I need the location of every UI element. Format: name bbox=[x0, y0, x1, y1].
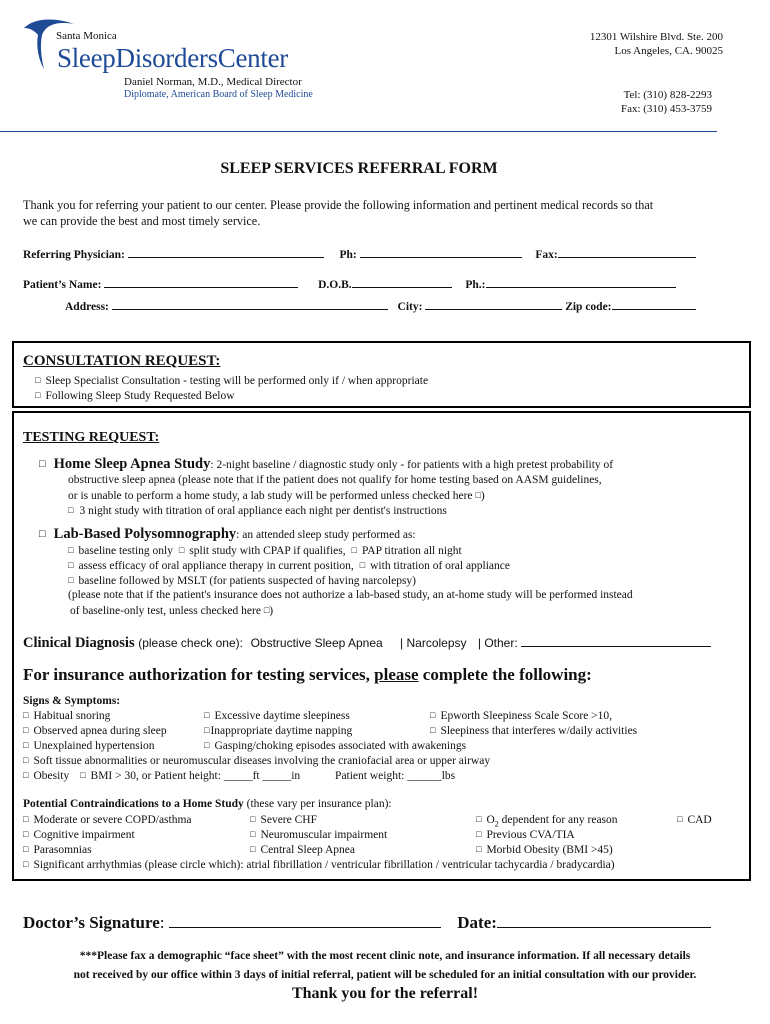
home-study-option bbox=[68, 503, 447, 519]
checkbox[interactable]: □ bbox=[204, 725, 210, 735]
contra-item bbox=[250, 842, 355, 858]
contra-item bbox=[23, 842, 92, 858]
dob-field[interactable] bbox=[352, 275, 452, 288]
checkbox[interactable]: □ bbox=[23, 770, 29, 780]
checkbox[interactable]: □ bbox=[23, 755, 29, 765]
checkbox[interactable]: □ bbox=[263, 605, 270, 615]
tel-number: Tel: (310) 828-2293 bbox=[623, 89, 712, 101]
checkbox[interactable]: □ bbox=[39, 458, 46, 470]
consultation-heading: CONSULTATION REQUEST: bbox=[23, 353, 221, 369]
symptom-item bbox=[204, 738, 466, 754]
signature-row bbox=[23, 911, 711, 933]
separator-bar-icon: | bbox=[477, 636, 481, 650]
checkbox[interactable]: □ bbox=[23, 814, 29, 824]
checkbox[interactable]: □ bbox=[204, 740, 210, 750]
checkbox[interactable]: □ bbox=[250, 829, 256, 839]
physician-fax-label: Fax: bbox=[535, 249, 558, 261]
diagnosis-other-label: Other: bbox=[484, 636, 518, 650]
symptom-item bbox=[430, 723, 637, 739]
patient-phone-label: Ph.: bbox=[465, 279, 486, 291]
checkbox[interactable]: □ bbox=[23, 710, 29, 720]
checkbox[interactable]: □ bbox=[430, 725, 436, 735]
zip-field[interactable] bbox=[612, 297, 696, 310]
contra-item bbox=[677, 812, 712, 828]
contra-label: Parasomnias bbox=[33, 844, 92, 856]
bmi-height-label: BMI > 30, or Patient height: _____ft _____in bbox=[90, 770, 301, 782]
intro-line-2: we can provide the best and most timely service. bbox=[23, 214, 261, 228]
contra-label: Morbid Obesity (BMI >45) bbox=[486, 844, 613, 856]
diagnosis-narcolepsy[interactable] bbox=[400, 636, 470, 650]
checkbox[interactable]: □ bbox=[476, 814, 482, 824]
checkbox[interactable]: □ bbox=[68, 545, 74, 555]
contra-item bbox=[250, 827, 387, 843]
checkbox[interactable]: □ bbox=[475, 490, 481, 500]
address-label: Address: bbox=[65, 301, 109, 313]
checkbox[interactable]: □ bbox=[68, 575, 74, 585]
contraindications-note: (these vary per insurance plan): bbox=[243, 798, 392, 810]
checkbox[interactable]: □ bbox=[476, 844, 482, 854]
testing-heading: TESTING REQUEST: bbox=[23, 430, 160, 445]
logo-wordmark bbox=[57, 42, 288, 74]
consultation-item-label: Following Sleep Study Requested Below bbox=[45, 390, 235, 402]
contra-item bbox=[23, 857, 615, 873]
medical-director: Daniel Norman, M.D., Medical Director bbox=[124, 76, 302, 88]
lab-options-row-2 bbox=[68, 558, 510, 574]
symptoms-heading: Signs & Symptoms: bbox=[23, 695, 121, 707]
symptom-label: Unexplained hypertension bbox=[33, 740, 155, 752]
logo-santa-monica: Santa Monica bbox=[56, 30, 117, 42]
checkbox[interactable]: □ bbox=[430, 710, 436, 720]
checkbox[interactable]: □ bbox=[178, 545, 185, 555]
checkbox[interactable]: □ bbox=[68, 505, 74, 515]
consultation-item-label: Sleep Specialist Consultation - testing will be performed only if / when appropriate bbox=[45, 375, 429, 387]
doctor-signature-label: Doctor’s Signature bbox=[23, 913, 160, 932]
diagnosis-osa-label: Obstructive Sleep Apnea bbox=[250, 636, 383, 650]
home-study-desc: : 2-night baseline / diagnostic study only - for patients with a high pretest probability of bbox=[210, 459, 614, 471]
logo-sleep: Sleep bbox=[57, 43, 116, 73]
lab-note-2: of baseline-only test, unless checked here □) bbox=[70, 605, 274, 617]
footer-note-line-1: ***Please fax a demographic “face sheet” with the most recent clinic note, and insurance information. If all necessary details bbox=[79, 950, 691, 962]
lab-opt-oral-assess: assess efficacy of oral appliance therapy in current position, bbox=[78, 560, 354, 572]
symptom-label: Sleepiness that interferes w/daily activities bbox=[440, 725, 638, 737]
home-study-option-label: 3 night study with titration of oral appliance each night per dentist's instructions bbox=[79, 505, 447, 517]
address-field[interactable] bbox=[112, 297, 388, 310]
city-field[interactable] bbox=[425, 297, 562, 310]
symptom-label: Inappropriate daytime napping bbox=[210, 725, 353, 737]
contra-label: Neuromuscular impairment bbox=[260, 829, 388, 841]
zip-label: Zip code: bbox=[565, 301, 612, 313]
symptom-label: Excessive daytime sleepiness bbox=[214, 710, 350, 722]
symptom-item bbox=[204, 723, 352, 739]
footer-note-line-2: not received by our office within 3 days of initial referral, patient will be scheduled for an initial consultation with our provider. bbox=[73, 969, 697, 981]
lab-note-2-text: of baseline-only test, unless checked here bbox=[70, 605, 261, 617]
contra-item bbox=[476, 842, 613, 858]
lab-options-row-3 bbox=[68, 573, 416, 589]
lab-opt-oral-titration: with titration of oral appliance bbox=[370, 560, 510, 572]
contra-item bbox=[23, 827, 135, 843]
patient-name-field[interactable] bbox=[104, 275, 298, 288]
clinical-diagnosis-label: Clinical Diagnosis bbox=[23, 635, 135, 651]
consultation-item bbox=[35, 373, 428, 389]
contra-item bbox=[23, 812, 192, 828]
checkbox[interactable]: □ bbox=[68, 560, 74, 570]
checkbox[interactable]: □ bbox=[476, 829, 482, 839]
lab-opt-mslt: baseline followed by MSLT (for patients suspected of having narcolepsy) bbox=[78, 575, 417, 587]
diagnosis-osa[interactable] bbox=[251, 636, 386, 650]
lab-opt-baseline: baseline testing only bbox=[78, 545, 173, 557]
date-field[interactable] bbox=[497, 911, 711, 928]
checkbox[interactable]: □ bbox=[35, 390, 41, 400]
physician-phone-field[interactable] bbox=[360, 245, 522, 258]
symptom-item bbox=[23, 708, 110, 724]
patient-name-label: Patient’s Name: bbox=[23, 279, 102, 291]
physician-fax-field[interactable] bbox=[558, 245, 696, 258]
home-study-line-2: obstructive sleep apnea (please note that if the patient does not qualify for home testing based on AASM guidelines, bbox=[68, 474, 602, 486]
checkbox[interactable]: □ bbox=[204, 710, 210, 720]
consultation-item bbox=[35, 388, 235, 404]
contra-label: Previous CVA/TIA bbox=[486, 829, 575, 841]
lab-psg-desc: : an attended sleep study performed as: bbox=[236, 529, 416, 541]
contra-o2-sub: 2 bbox=[494, 819, 499, 829]
symptom-label: Habitual snoring bbox=[33, 710, 111, 722]
thank-you: Thank you for the referral! bbox=[291, 985, 479, 1002]
checkbox[interactable]: □ bbox=[359, 560, 366, 570]
contraindications-heading-row bbox=[23, 797, 392, 812]
symptom-item bbox=[23, 753, 490, 769]
home-study-title: Home Sleep Apnea Study bbox=[53, 456, 211, 472]
insurance-heading bbox=[23, 665, 592, 685]
contra-o2-post: dependent for any reason bbox=[498, 814, 618, 826]
checkbox[interactable]: □ bbox=[80, 770, 86, 780]
checkbox[interactable]: □ bbox=[23, 725, 29, 735]
logo-disorders: Disorders bbox=[115, 43, 218, 73]
fax-number: Fax: (310) 453-3759 bbox=[620, 103, 712, 115]
date-label: Date: bbox=[457, 913, 497, 932]
insurance-heading-pre: For insurance authorization for testing services, bbox=[23, 665, 375, 684]
diagnosis-other-field[interactable] bbox=[521, 633, 711, 647]
home-study-line-3: or is unable to perform a home study, a lab study will be performed unless checked here □) bbox=[68, 490, 485, 502]
address-line-2: Los Angeles, CA. 90025 bbox=[614, 45, 723, 57]
obesity-row bbox=[23, 768, 455, 784]
checkbox[interactable]: □ bbox=[250, 814, 256, 824]
patient-phone-field[interactable] bbox=[486, 275, 676, 288]
checkbox[interactable]: □ bbox=[23, 740, 29, 750]
referring-physician-row bbox=[23, 245, 696, 263]
checkbox[interactable]: □ bbox=[35, 375, 41, 385]
lab-options-row-1 bbox=[68, 543, 462, 559]
contra-label: Central Sleep Apnea bbox=[260, 844, 355, 856]
contra-label: CAD bbox=[687, 814, 712, 826]
dob-label: D.O.B. bbox=[318, 279, 352, 291]
clinical-diagnosis-hint: (please check one): bbox=[138, 636, 243, 650]
checkbox[interactable]: □ bbox=[250, 844, 256, 854]
contraindications-heading: Potential Contraindications to a Home Study bbox=[23, 798, 244, 810]
contra-label: Severe CHF bbox=[260, 814, 317, 826]
home-study-line-3-text: or is unable to perform a home study, a lab study will be performed unless checked here bbox=[68, 490, 473, 502]
checkbox[interactable]: □ bbox=[23, 829, 29, 839]
referring-physician-label: Referring Physician: bbox=[23, 249, 125, 261]
symptom-label: Soft tissue abnormalities or neuromuscular diseases involving the craniofacial area or upper airway bbox=[33, 755, 491, 767]
symptom-item bbox=[204, 708, 350, 724]
address-line-1: 12301 Wilshire Blvd. Ste. 200 bbox=[589, 31, 723, 43]
patient-name-row bbox=[23, 275, 676, 293]
physician-phone-label: Ph: bbox=[339, 249, 357, 261]
checkbox[interactable]: □ bbox=[677, 814, 683, 824]
weight-label: Patient weight: ______lbs bbox=[335, 770, 456, 782]
checkbox[interactable]: □ bbox=[351, 545, 357, 555]
contra-label: Significant arrhythmias (please circle which): atrial fibrillation / ventricular fibrillation / ventricular tachycardia / bradycardia) bbox=[33, 859, 615, 871]
city-label: City: bbox=[397, 301, 423, 313]
symptom-item bbox=[430, 708, 612, 724]
home-study-row bbox=[39, 456, 613, 473]
symptom-label: Epworth Sleepiness Scale Score >10, bbox=[440, 710, 613, 722]
contra-label: Moderate or severe COPD/asthma bbox=[33, 814, 192, 826]
lab-opt-pap: PAP titration all night bbox=[361, 545, 462, 557]
insurance-heading-post: complete the following: bbox=[418, 665, 592, 684]
separator-bar-icon: | bbox=[400, 636, 404, 650]
lab-opt-split: split study with CPAP if qualifies, bbox=[189, 545, 346, 557]
address-row bbox=[65, 297, 696, 315]
form-title: SLEEP SERVICES REFERRAL FORM bbox=[220, 160, 498, 177]
diplomate-line: Diplomate, American Board of Sleep Medicine bbox=[124, 89, 313, 100]
symptom-label: Observed apnea during sleep bbox=[33, 725, 167, 737]
doctor-signature-field[interactable] bbox=[169, 911, 441, 928]
intro-line-1: Thank you for referring your patient to our center. Please provide the following information and pertinent medical records so that bbox=[23, 198, 654, 212]
clinical-diagnosis-row bbox=[23, 633, 711, 652]
diagnosis-narcolepsy-label: Narcolepsy bbox=[406, 636, 467, 650]
insurance-heading-please: please bbox=[374, 665, 419, 684]
checkbox[interactable]: □ bbox=[23, 859, 29, 869]
header-divider bbox=[0, 131, 717, 132]
doctor-signature-colon: : bbox=[159, 913, 165, 932]
diagnosis-other bbox=[478, 636, 711, 650]
logo-center: Center bbox=[217, 43, 288, 73]
checkbox[interactable]: □ bbox=[23, 844, 29, 854]
symptom-label: Gasping/choking episodes associated with awakenings bbox=[214, 740, 467, 752]
symptom-item bbox=[23, 723, 167, 739]
checkbox[interactable]: □ bbox=[39, 528, 46, 540]
lab-psg-row bbox=[39, 526, 416, 543]
symptom-item bbox=[23, 738, 154, 754]
contra-item bbox=[250, 812, 317, 828]
contra-item bbox=[476, 827, 575, 843]
lab-psg-title: Lab-Based Polysomnography bbox=[53, 526, 237, 542]
contra-o2-pre: O bbox=[486, 814, 495, 826]
referring-physician-field[interactable] bbox=[128, 245, 324, 258]
contra-label: Cognitive impairment bbox=[33, 829, 135, 841]
lab-note-1: (please note that if the patient's insurance does not authorize a lab-based study, an at-home study will be performed instead bbox=[68, 589, 633, 601]
symptom-label: Obesity bbox=[33, 770, 70, 782]
